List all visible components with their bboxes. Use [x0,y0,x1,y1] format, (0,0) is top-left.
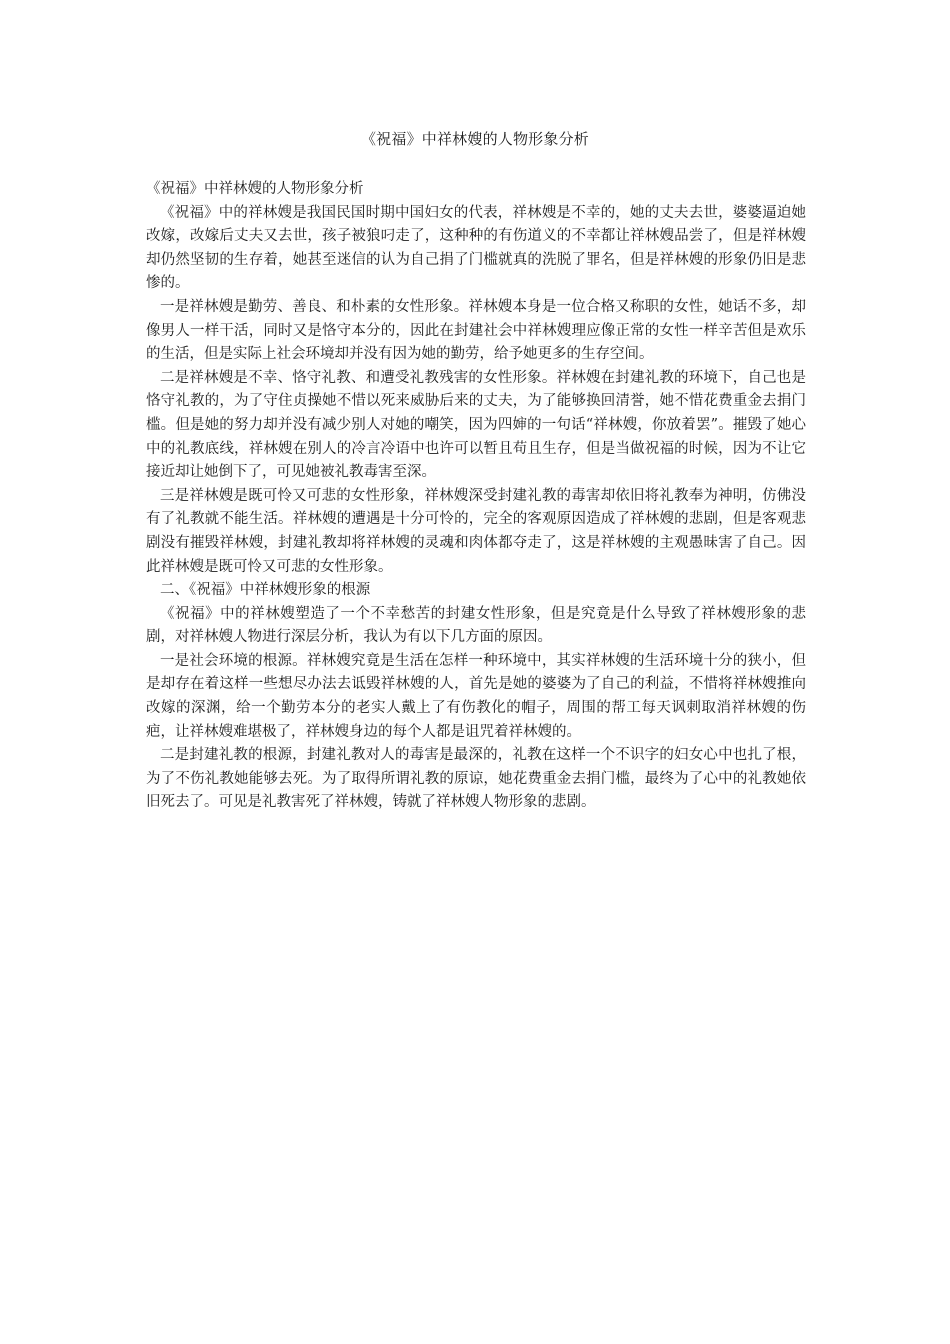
paragraph-point-2: 二是祥林嫂是不幸、恪守礼教、和遭受礼教残害的女性形象。祥林嫂在封建礼教的环境下，自己也是恪守礼教的，为了守住贞操她不惜以死来威胁后来的丈夫，为了能够换回清誉，她不惜花费重金去捐门槛。但是她的努力却并没有减少别人对她的嘲笑，因为四婶的一句话“祥林嫂，你放着罢”。摧毁了她心中的礼教底线，祥林嫂在别人的冷言冷语中也许可以暂且苟且生存，但是当做祝福的时候，因为不让它接近却让她倒下了，可见她被礼教毒害至深。 [146,369,806,481]
paragraph-intro: 《祝福》中的祥林嫂是我国民国时期中国妇女的代表，祥林嫂是不幸的，她的丈夫去世，婆婆逼迫她改嫁，改嫁后丈夫又去世，孩子被狼叼走了，这种种的有伤道义的不幸都让祥林嫂品尝了，但是祥林嫂却仍然坚韧的生存着，她甚至迷信的认为自己捐了门槛就真的洗脱了罪名，但是祥林嫂的形象仍旧是悲惨的。 [146,204,806,292]
paragraph-root-2: 二是封建礼教的根源，封建礼教对人的毒害是最深的，礼教在这样一个不识字的妇女心中也扎了根，为了不伤礼教她能够去死。为了取得所谓礼教的原谅，她花费重金去捐门槛，最终为了心中的礼教她依旧死去了。可见是礼教害死了祥林嫂，铸就了祥林嫂人物形象的悲剧。 [146,747,806,811]
document-body [146,178,806,815]
paragraph-point-1: 一是祥林嫂是勤劳、善良、和朴素的女性形象。祥林嫂本身是一位合格又称职的女性，她话不多，却像男人一样干活，同时又是恪守本分的，因此在封建社会中祥林嫂理应像正常的女性一样辛苦但是欢乐的生活，但是实际上社会环境却并没有因为她的勤劳，给予她更多的生存空间。 [146,298,806,363]
paragraph-root-1: 一是社会环境的根源。祥林嫂究竟是生活在怎样一种环境中，其实祥林嫂的生活环境十分的狭小，但是却存在着这样一些想尽办法去诋毁祥林嫂的人，首先是她的婆婆为了自己的利益，不惜将祥林嫂推向改嫁的深渊，给一个勤劳本分的老实人戴上了有伤教化的帽子，周围的帮工每天讽刺取消祥林嫂的伤疤，让祥林嫂难堪极了，祥林嫂身边的每个人都是诅咒着祥林嫂的。 [146,652,806,740]
paragraph-heading: 《祝福》中祥林嫂的人物形象分析 [146,181,364,197]
section-heading-roots: 二、《祝福》中祥林嫂形象的根源 [160,582,371,599]
paragraph-roots-intro: 《祝福》中的祥林嫂塑造了一个不幸愁苦的封建女性形象，但是究竟是什么导致了祥林嫂形象的悲剧，对祥林嫂人物进行深层分析，我认为有以下几方面的原因。 [146,605,806,646]
paragraph-point-3: 三是祥林嫂是既可怜又可悲的女性形象，祥林嫂深受封建礼教的毒害却依旧将礼教奉为神明，仿佛没有了礼教就不能生活。祥林嫂的遭遇是十分可怜的，完全的客观原因造成了祥林嫂的悲剧，但是客观悲剧没有摧毁祥林嫂，封建礼教却将祥林嫂的灵魂和肉体都夺走了，这是祥林嫂的主观愚昧害了自己。因此祥林嫂是既可怜又可悲的女性形象。 [146,487,806,575]
document-title: 《祝福》中祥林嫂的人物形象分析 [360,130,589,148]
